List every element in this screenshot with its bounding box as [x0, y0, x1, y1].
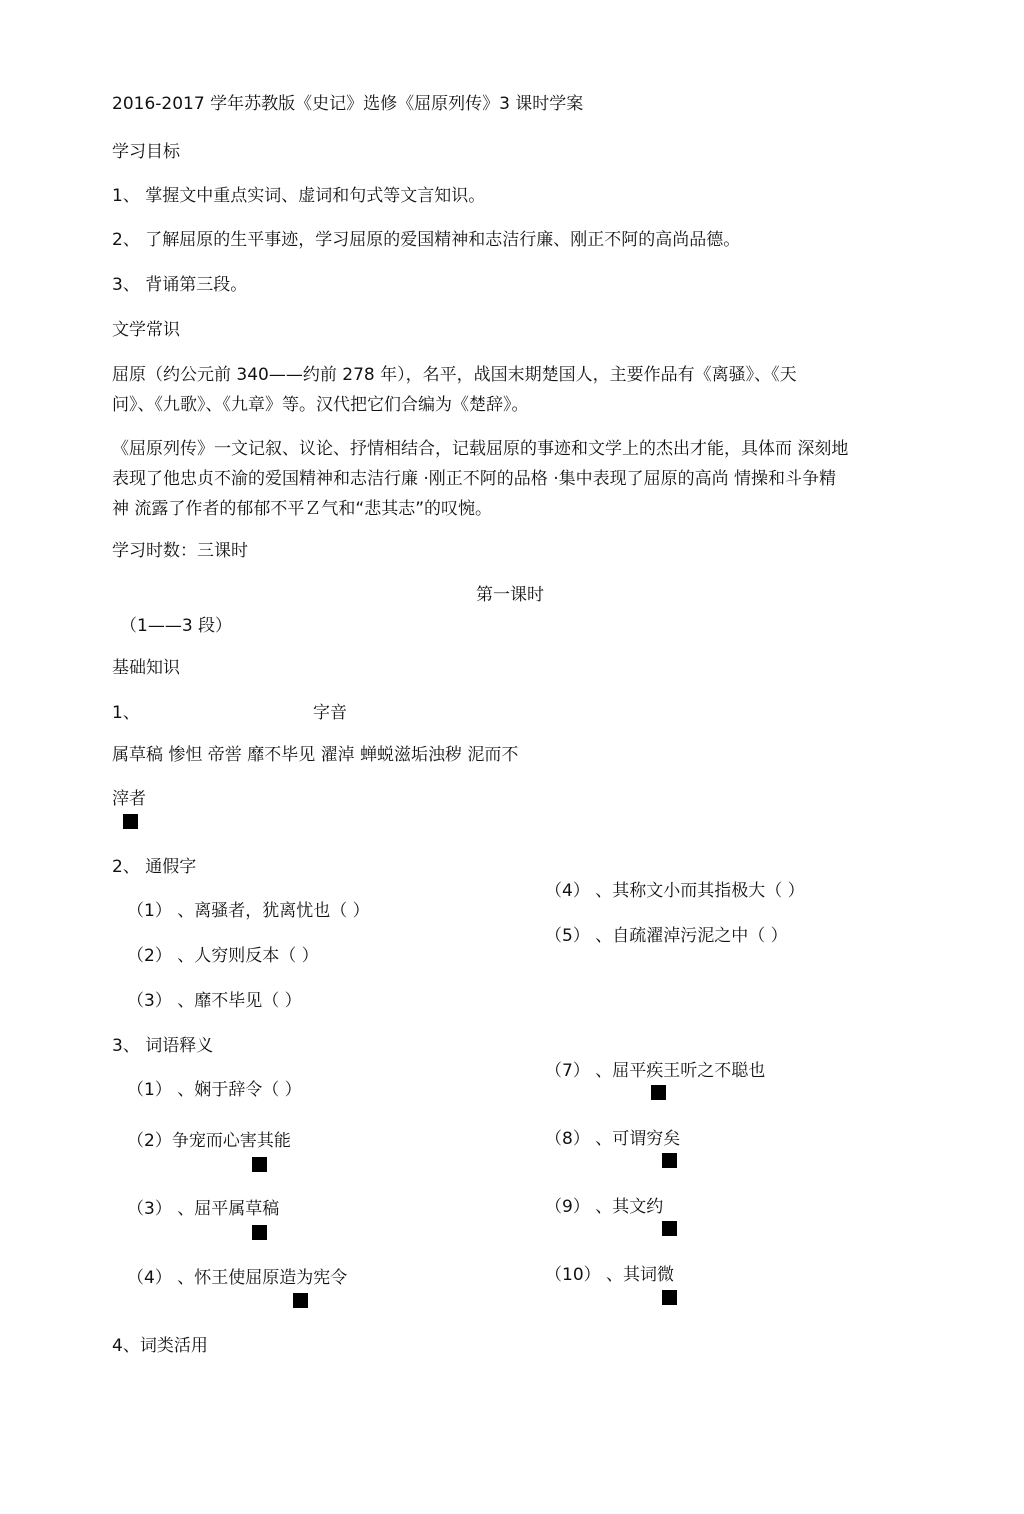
blank-marker	[252, 1225, 267, 1240]
objective-item: 3、 背诵第三段。	[112, 275, 248, 295]
blank-marker	[293, 1293, 308, 1308]
vocab-item: （8） 、可谓穷矣	[545, 1129, 681, 1149]
blank-marker	[662, 1290, 677, 1305]
vocab-heading: 3、 词语释义	[112, 1036, 214, 1056]
loan-word-item: （4） 、其称文小而其指极大（ ）	[545, 881, 805, 901]
word-class-heading: 4、词类活用	[112, 1336, 208, 1356]
intro-line: 神 流露了作者的郁郁不平Ｚ气和“悲其志”的叹惋。	[112, 499, 493, 519]
pronunciation-words-cont: 滓者	[112, 789, 146, 809]
blank-marker	[252, 1157, 267, 1172]
vocab-item: （2）争宠而心害其能	[127, 1131, 291, 1151]
lesson-heading: 第一课时	[476, 585, 544, 605]
study-hours: 学习时数：三课时	[112, 541, 248, 561]
objective-item: 1、 掌握文中重点实词、虚词和句式等文言知识。	[112, 186, 486, 206]
pronunciation-number: 1、	[112, 703, 140, 723]
basics-heading: 基础知识	[112, 658, 180, 678]
bio-paragraph	[112, 360, 912, 420]
blank-marker	[662, 1153, 677, 1168]
vocab-item: （10） 、其词微	[545, 1265, 675, 1285]
objectives-heading: 学习目标	[112, 142, 180, 162]
loan-word-item: （1） 、离骚者，犹离忧也（ ）	[127, 901, 370, 921]
intro-paragraph	[112, 434, 912, 524]
vocab-item: （4） 、怀王使屈原造为宪令	[127, 1268, 348, 1288]
vocab-item: （9） 、其文约	[545, 1197, 664, 1217]
intro-line: 表现了他忠贞不渝的爱国精神和志洁行廉 ·刚正不阿的品格 ·集中表现了屈原的高尚 情操和斗争精	[112, 469, 837, 489]
blank-marker	[662, 1221, 677, 1236]
blank-marker	[123, 814, 138, 829]
loan-word-item: （2） 、人穷则反本（ ）	[127, 946, 319, 966]
loan-words-heading: 2、 通假字	[112, 857, 197, 877]
objective-item: 2、 了解屈原的生平事迹，学习屈原的爱国精神和志洁行廉、刚正不阿的高尚品德。	[112, 230, 741, 250]
loan-word-item: （3） 、靡不毕见（ ）	[127, 991, 302, 1011]
vocab-item: （3） 、屈平属草稿	[127, 1199, 280, 1219]
pronunciation-label: 字音	[313, 703, 347, 723]
blank-marker	[651, 1085, 666, 1100]
bio-line: 屈原（约公元前 340——约前 278 年），名平，战国末期楚国人，主要作品有《离骚》、《天	[112, 365, 797, 385]
intro-line: 《屈原列传》一文记叙、议论、抒情相结合，记载屈原的事迹和文学上的杰出才能，具体而 深刻地	[112, 439, 849, 459]
loan-word-item: （5） 、自疏濯淖污泥之中（ ）	[545, 926, 788, 946]
vocab-item: （1） 、娴于辞令（ ）	[127, 1080, 302, 1100]
lesson-range: （1——3 段）	[120, 616, 233, 636]
vocab-item: （7） 、屈平疾王听之不聪也	[545, 1061, 766, 1081]
literature-heading: 文学常识	[112, 320, 180, 340]
pronunciation-words: 属草稿 惨怛 帝喾 靡不毕见 濯淖 蝉蜕滋垢浊秽 泥而不	[112, 745, 519, 765]
document-title: 2016-2017 学年苏教版《史记》选修《屈原列传》3 课时学案	[112, 94, 584, 114]
bio-line: 问》、《九歌》、《九章》等。汉代把它们合编为《楚辞》。	[112, 395, 529, 415]
